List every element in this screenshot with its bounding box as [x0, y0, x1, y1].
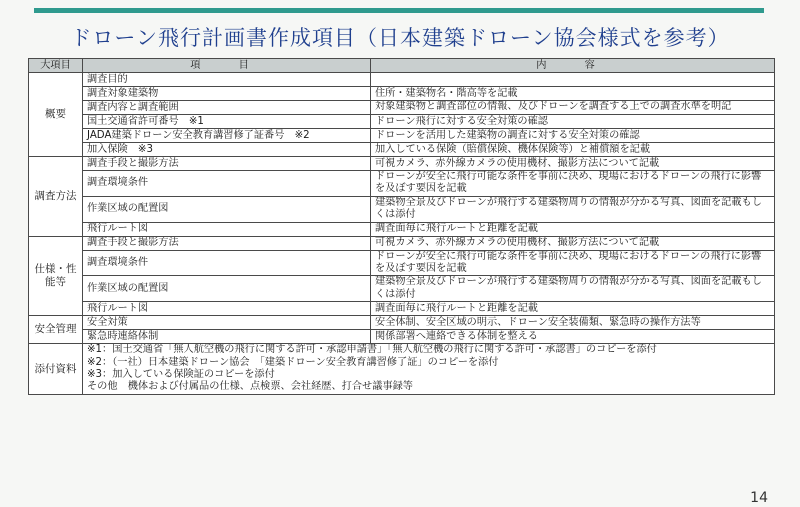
category-survey-method: 調査方法 — [29, 157, 83, 237]
item-cell: 飛行ルート図 — [83, 302, 371, 316]
table-row — [29, 157, 775, 171]
table-row — [29, 316, 775, 330]
header-item: 項 目 — [83, 59, 371, 73]
content-cell: 建築物全景及びドローンが飛行する建築物周りの情報が分かる写真、図面を記載もしくは添付 — [371, 196, 775, 222]
table-row — [29, 101, 775, 115]
table-row — [29, 129, 775, 143]
content-cell: 建築物全景及びドローンが飛行する建築物周りの情報が分かる写真、図面を記載もしくは添付 — [371, 276, 775, 302]
content-cell: ドローンが安全に飛行可能な条件を事前に決め、現場におけるドローンの飛行に影響を及ぼす要因を記載 — [371, 171, 775, 197]
content-cell: 可視カメラ、赤外線カメラの使用機材、撮影方法について記載 — [371, 157, 775, 171]
item-cell: 調査対象建築物 — [83, 87, 371, 101]
table-row — [29, 222, 775, 236]
item-cell: 国土交通省許可番号 ※1 — [83, 115, 371, 129]
content-cell: ドローン飛行に対する安全対策の確認 — [371, 115, 775, 129]
content-cell: 調査面毎に飛行ルートと距離を記載 — [371, 222, 775, 236]
item-cell: 調査環境条件 — [83, 171, 371, 197]
table-row — [29, 87, 775, 101]
category-overview: 概要 — [29, 73, 83, 157]
item-cell: 調査手段と撮影方法 — [83, 157, 371, 171]
item-cell: 安全対策 — [83, 316, 371, 330]
table-row — [29, 115, 775, 129]
content-cell: 安全体制、安全区域の明示、ドローン安全装備類、緊急時の操作方法等 — [371, 316, 775, 330]
attachments-notes — [83, 344, 775, 395]
page-title: ドローン飛行計画書作成項目（日本建築ドローン協会様式を参考） — [70, 26, 730, 50]
content-cell: ドローンを活用した建築物の調査に対する安全対策の確認 — [371, 129, 775, 143]
table-row — [29, 196, 775, 222]
table-row — [29, 302, 775, 316]
content-cell: 加入している保険（賠償保険、機体保険等）と補償額を記載 — [371, 143, 775, 157]
page-number: 14 — [750, 490, 768, 506]
item-cell: 作業区域の配置図 — [83, 276, 371, 302]
category-specs: 仕様・性能等 — [29, 236, 83, 316]
attachment-note: ※3：加入している保険証のコピーを添付 — [87, 369, 275, 381]
item-cell: 加入保険 ※3 — [83, 143, 371, 157]
content-cell — [371, 73, 775, 87]
item-cell: 調査目的 — [83, 73, 371, 87]
content-cell: ドローンが安全に飛行可能な条件を事前に決め、現場におけるドローンの飛行に影響を及ぼす要因を記載 — [371, 250, 775, 276]
attachment-note: ※1：国土交通省「無人航空機の飛行に関する許可・承認申請書」「無人航空機の飛行に関する許可・承認書」のコピーを添付 — [87, 344, 657, 356]
table-row — [29, 276, 775, 302]
table-row — [29, 250, 775, 276]
content-cell: 調査面毎に飛行ルートと距離を記載 — [371, 302, 775, 316]
flight-plan-table — [28, 58, 775, 395]
item-cell: 緊急時連絡体制 — [83, 330, 371, 344]
category-attachments: 添付資料 — [29, 344, 83, 395]
item-cell: 飛行ルート図 — [83, 222, 371, 236]
table-row — [29, 73, 775, 87]
attachments-row — [29, 344, 775, 395]
category-safety: 安全管理 — [29, 316, 83, 344]
item-cell: JADA建築ドローン安全教育講習修了証番号 ※2 — [83, 129, 371, 143]
table-row — [29, 236, 775, 250]
item-cell: 作業区域の配置図 — [83, 196, 371, 222]
content-cell: 関係部署へ連絡できる体制を整える — [371, 330, 775, 344]
table-row — [29, 143, 775, 157]
content-cell: 対象建築物と調査部位の情報、及びドローンを調査する上での調査水準を明記 — [371, 101, 775, 115]
table-row — [29, 330, 775, 344]
item-cell: 調査手段と撮影方法 — [83, 236, 371, 250]
item-cell: 調査環境条件 — [83, 250, 371, 276]
item-cell: 調査内容と調査範囲 — [83, 101, 371, 115]
content-cell: 可視カメラ、赤外線カメラの使用機材、撮影方法について記載 — [371, 236, 775, 250]
table-header-row — [29, 59, 775, 73]
header-content: 内 容 — [371, 59, 775, 73]
attachment-note: ※2：（一社）日本建築ドローン協会 「建築ドローン安全教育講習修了証」のコピーを添付 — [87, 356, 499, 368]
content-cell: 住所・建築物名・階高等を記載 — [371, 87, 775, 101]
table-row — [29, 171, 775, 197]
header-category: 大項目 — [29, 59, 83, 73]
accent-bar — [34, 8, 764, 13]
attachment-note: その他 機体および付属品の仕様、点検票、会社経歴、打合せ議事録等 — [87, 381, 413, 393]
